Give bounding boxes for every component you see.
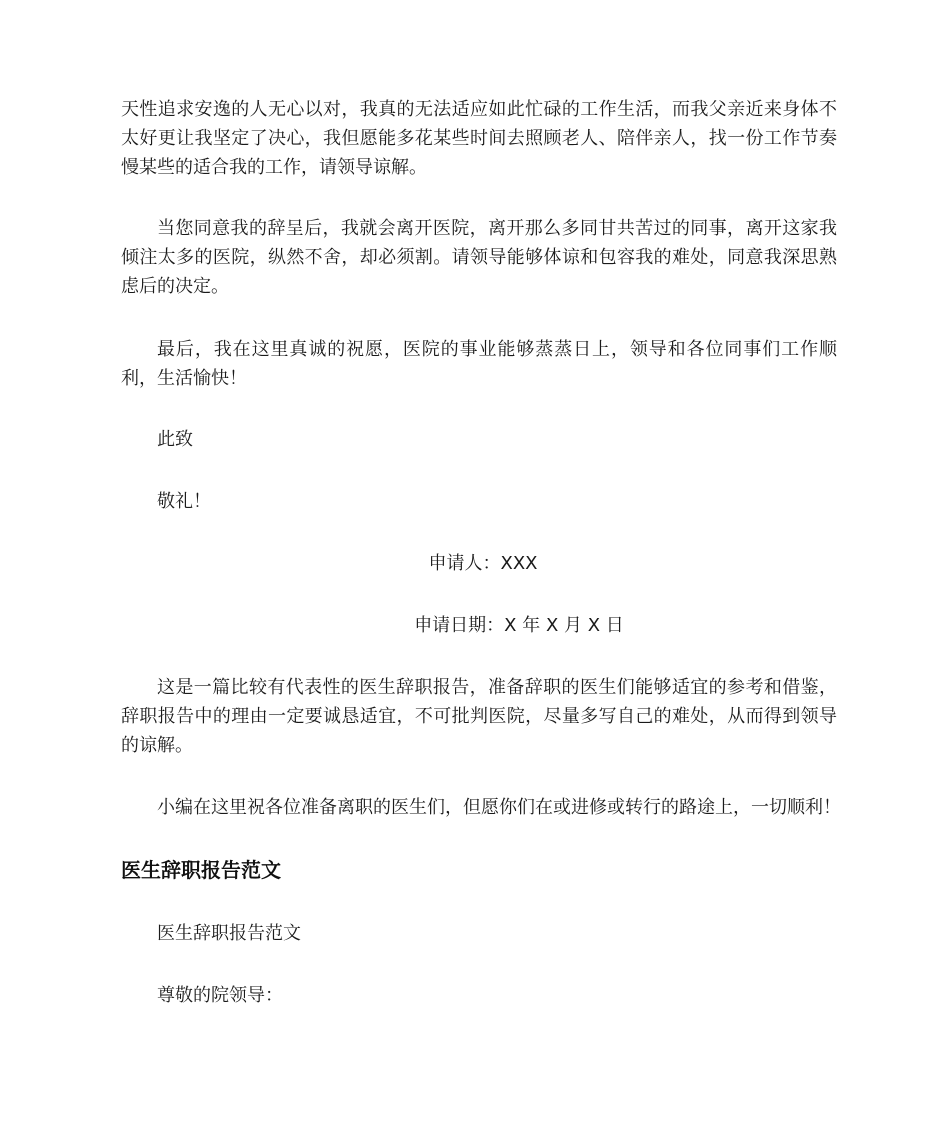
paragraph-editor-note: 这是一篇比较有代表性的医生辞职报告，准备辞职的医生们能够适宜的参考和借鉴，辞职报告中的理由一定要诚恳适宜，不可批判医院，尽量多写自己的难处，从而得到领导的谅解。 bbox=[121, 677, 837, 756]
paragraph-editor-wish: 小编在这里祝各位准备离职的医生们，但愿你们在或进修或转行的路途上，一切顺利！ bbox=[157, 797, 841, 818]
paragraph-reason: 天性追求安逸的人无心以对，我真的无法适应如此忙碌的工作生活，而我父亲近来身体不太好更让我坚定了决心，我但愿能多花某些时间去照顾老人、陪伴亲人，找一份工作节奏慢某些的适合我的工作，请领导谅解。 bbox=[121, 99, 837, 178]
closing-cizhi: 此致 bbox=[157, 429, 193, 450]
applicant-line: 申请人：XXX bbox=[428, 553, 538, 574]
salutation: 尊敬的院领导： bbox=[157, 985, 283, 1006]
paragraph-wishes: 最后，我在这里真诚的祝愿，医院的事业能够蒸蒸日上，领导和各位同事们工作顺利，生活愉快！ bbox=[121, 339, 837, 389]
section-heading: 医生辞职报告范文 bbox=[121, 858, 281, 882]
date-line: 申请日期：X 年 X 月 X 日 bbox=[414, 615, 624, 636]
section-subtitle: 医生辞职报告范文 bbox=[157, 923, 301, 944]
closing-jingli: 敬礼！ bbox=[157, 491, 211, 512]
paragraph-leaving: 当您同意我的辞呈后，我就会离开医院，离开那么多同甘共苦过的同事，离开这家我倾注太多的医院，纵然不舍，却必须割。请领导能够体谅和包容我的难处，同意我深思熟虑后的决定。 bbox=[121, 218, 837, 297]
